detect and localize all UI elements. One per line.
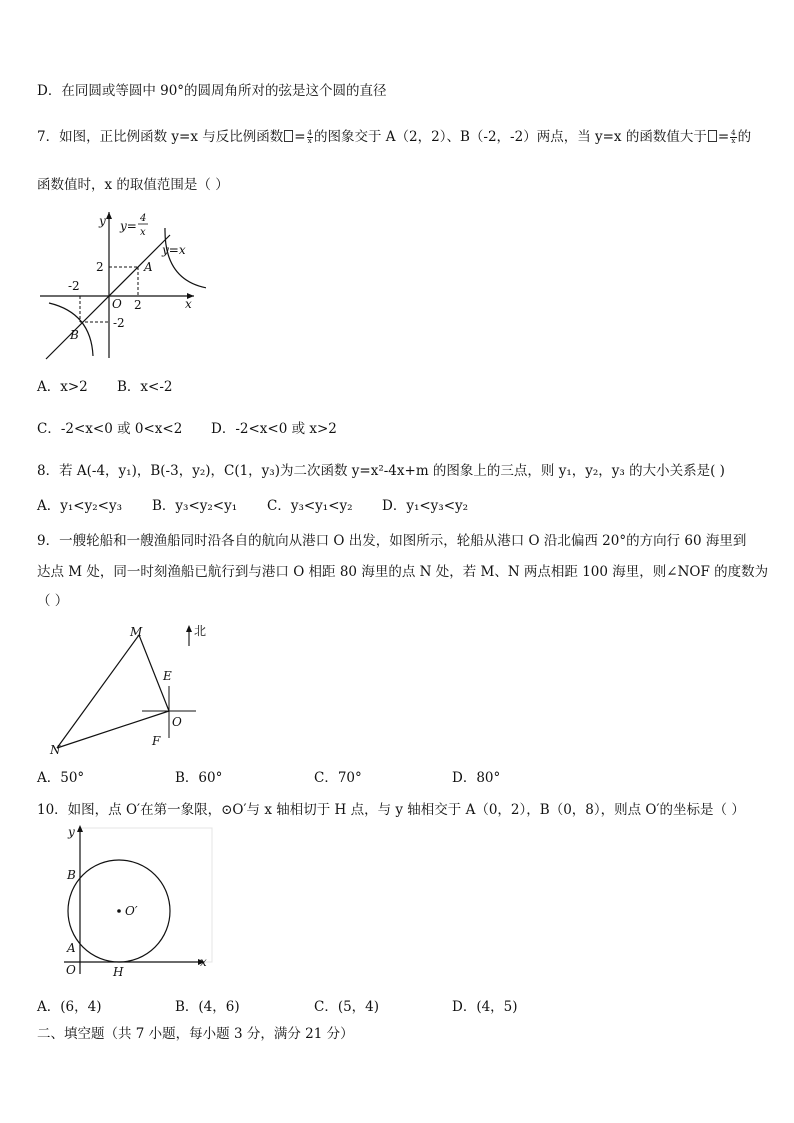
y-axis-label: y: [99, 214, 106, 228]
section-2-heading: 二、填空题（共 7 小题，每小题 3 分，满分 21 分）: [37, 1026, 354, 1042]
q8-stem: 8．若 A(-4，y₁)，B(-3，y₂)，C(1，y₃)为二次函数 y=x²-4x+m 的图象上的三点，则 y₁，y₂，y₃ 的大小关系是( ): [37, 463, 725, 479]
y-tick-neg2: -2: [113, 316, 125, 330]
q7-stem-line1: [37, 128, 751, 146]
curve-label: y=: [120, 219, 137, 233]
point-b-label: B: [67, 868, 76, 882]
q7-equals-1: =: [294, 129, 306, 145]
origin-label: O: [66, 963, 76, 977]
q7-graph-figure: [36, 208, 206, 364]
q9-options: [37, 769, 500, 787]
q8-option-c[interactable]: C．y₃<y₁<y₂: [267, 498, 353, 514]
fraction-denominator: x: [731, 137, 736, 145]
q9-option-c[interactable]: C．70°: [314, 770, 362, 786]
x-tick-neg2: -2: [68, 279, 80, 293]
missing-glyph-icon: [284, 130, 293, 142]
q10-circle-figure: [56, 822, 216, 982]
missing-glyph-icon: [708, 130, 717, 142]
fraction-numerator: 4: [731, 129, 736, 137]
q7-option-d[interactable]: D．-2<x<0 或 x>2: [211, 421, 337, 437]
center-label: O′: [125, 904, 138, 918]
curve-label-denominator: x: [140, 227, 146, 238]
north-label: 北: [194, 624, 207, 638]
figure-frame: [80, 828, 212, 962]
x-axis-label: x: [200, 955, 207, 969]
q7-equals-2: =: [717, 129, 730, 145]
q8-options: [37, 497, 468, 515]
point-n-label: N: [50, 743, 61, 757]
curve-label-numerator: 4: [140, 213, 147, 224]
point-h-label: H: [113, 965, 124, 979]
q7-stem-part-c: 的图象交于 A（2，2）、B（-2，-2）两点，当 y=x 的函数值大于: [314, 129, 707, 145]
fraction-numerator: 4: [307, 129, 313, 137]
q7-option-a[interactable]: A．x>2: [37, 379, 88, 395]
q10-option-b[interactable]: B．(4，6): [175, 999, 240, 1015]
q7-fraction-1: [307, 130, 313, 145]
x-axis-label: x: [185, 297, 192, 311]
point-a-label: A: [67, 941, 76, 955]
q7-option-c[interactable]: C．-2<x<0 或 0<x<2: [37, 421, 183, 437]
origin-label: O: [112, 297, 122, 311]
point-e-label: E: [163, 669, 172, 683]
q8-option-d[interactable]: D．y₁<y₃<y₂: [382, 498, 469, 514]
q10-stem: 10．如图，点 O′在第一象限，⊙O′与 x 轴相切于 H 点，与 y 轴相交于 A（0，2），B（0，8），则点 O′的坐标是（ ）: [37, 802, 745, 818]
center-point: [117, 909, 121, 913]
fraction-denominator: x: [307, 137, 312, 145]
q9-navigation-figure: [44, 620, 224, 760]
q7-fraction-2: [730, 130, 736, 145]
q8-option-a[interactable]: A．y₁<y₂<y₃: [37, 498, 122, 514]
q10-option-c[interactable]: C．(5，4): [314, 999, 380, 1015]
y-axis-arrow-icon: [106, 212, 112, 219]
q10-options: [37, 998, 518, 1016]
q9-option-b[interactable]: B．60°: [175, 770, 223, 786]
q7-options-row2: [37, 420, 337, 438]
q9-stem-line3: （ ）: [37, 593, 69, 609]
q6-option-d: D．在同圆或等圆中 90°的圆周角所对的弦是这个圆的直径: [37, 83, 387, 99]
point-m-label: M: [130, 625, 143, 639]
q9-option-d[interactable]: D．80°: [452, 770, 501, 786]
line-label: y=x: [162, 243, 186, 257]
point-o-label: O: [172, 715, 182, 729]
q7-stem-part-e: 的: [737, 129, 752, 145]
x-tick-2: 2: [134, 298, 142, 312]
hyperbola-branch-first-quadrant: [165, 228, 206, 288]
q7-stem-line2: 函数值时，x 的取值范围是（ ）: [37, 177, 229, 193]
north-arrow-icon: [186, 625, 192, 632]
q7-option-b[interactable]: B．x<-2: [117, 379, 173, 395]
q7-options-row1: [37, 378, 173, 396]
q9-stem-line2: 达点 M 处，同一时刻渔船已航行到与港口 O 相距 80 海里的点 N 处，若 M、N 两点相距 100 海里，则∠NOF 的度数为: [37, 564, 769, 580]
q10-option-a[interactable]: A．(6，4): [37, 999, 102, 1015]
q8-option-b[interactable]: B．y₃<y₂<y₁: [152, 498, 238, 514]
point-a-label: A: [144, 260, 153, 274]
point-f-label: F: [152, 734, 161, 748]
q9-stem-line1: 9．一艘轮船和一艘渔船同时沿各自的航向从港口 O 出发，如图所示，轮船从港口 O 沿北偏西 20°的方向行 60 海里到: [37, 533, 747, 549]
q10-option-d[interactable]: D．(4，5): [452, 999, 518, 1015]
segment-mn: [57, 635, 139, 748]
y-axis-label: y: [68, 825, 75, 839]
line-y-equals-x: [46, 235, 170, 359]
q9-option-a[interactable]: A．50°: [37, 770, 85, 786]
point-b-label: B: [70, 328, 79, 342]
y-tick-2: 2: [96, 260, 104, 274]
q7-stem-part-a: 7．如图，正比例函数 y=x 与反比例函数: [37, 129, 284, 145]
